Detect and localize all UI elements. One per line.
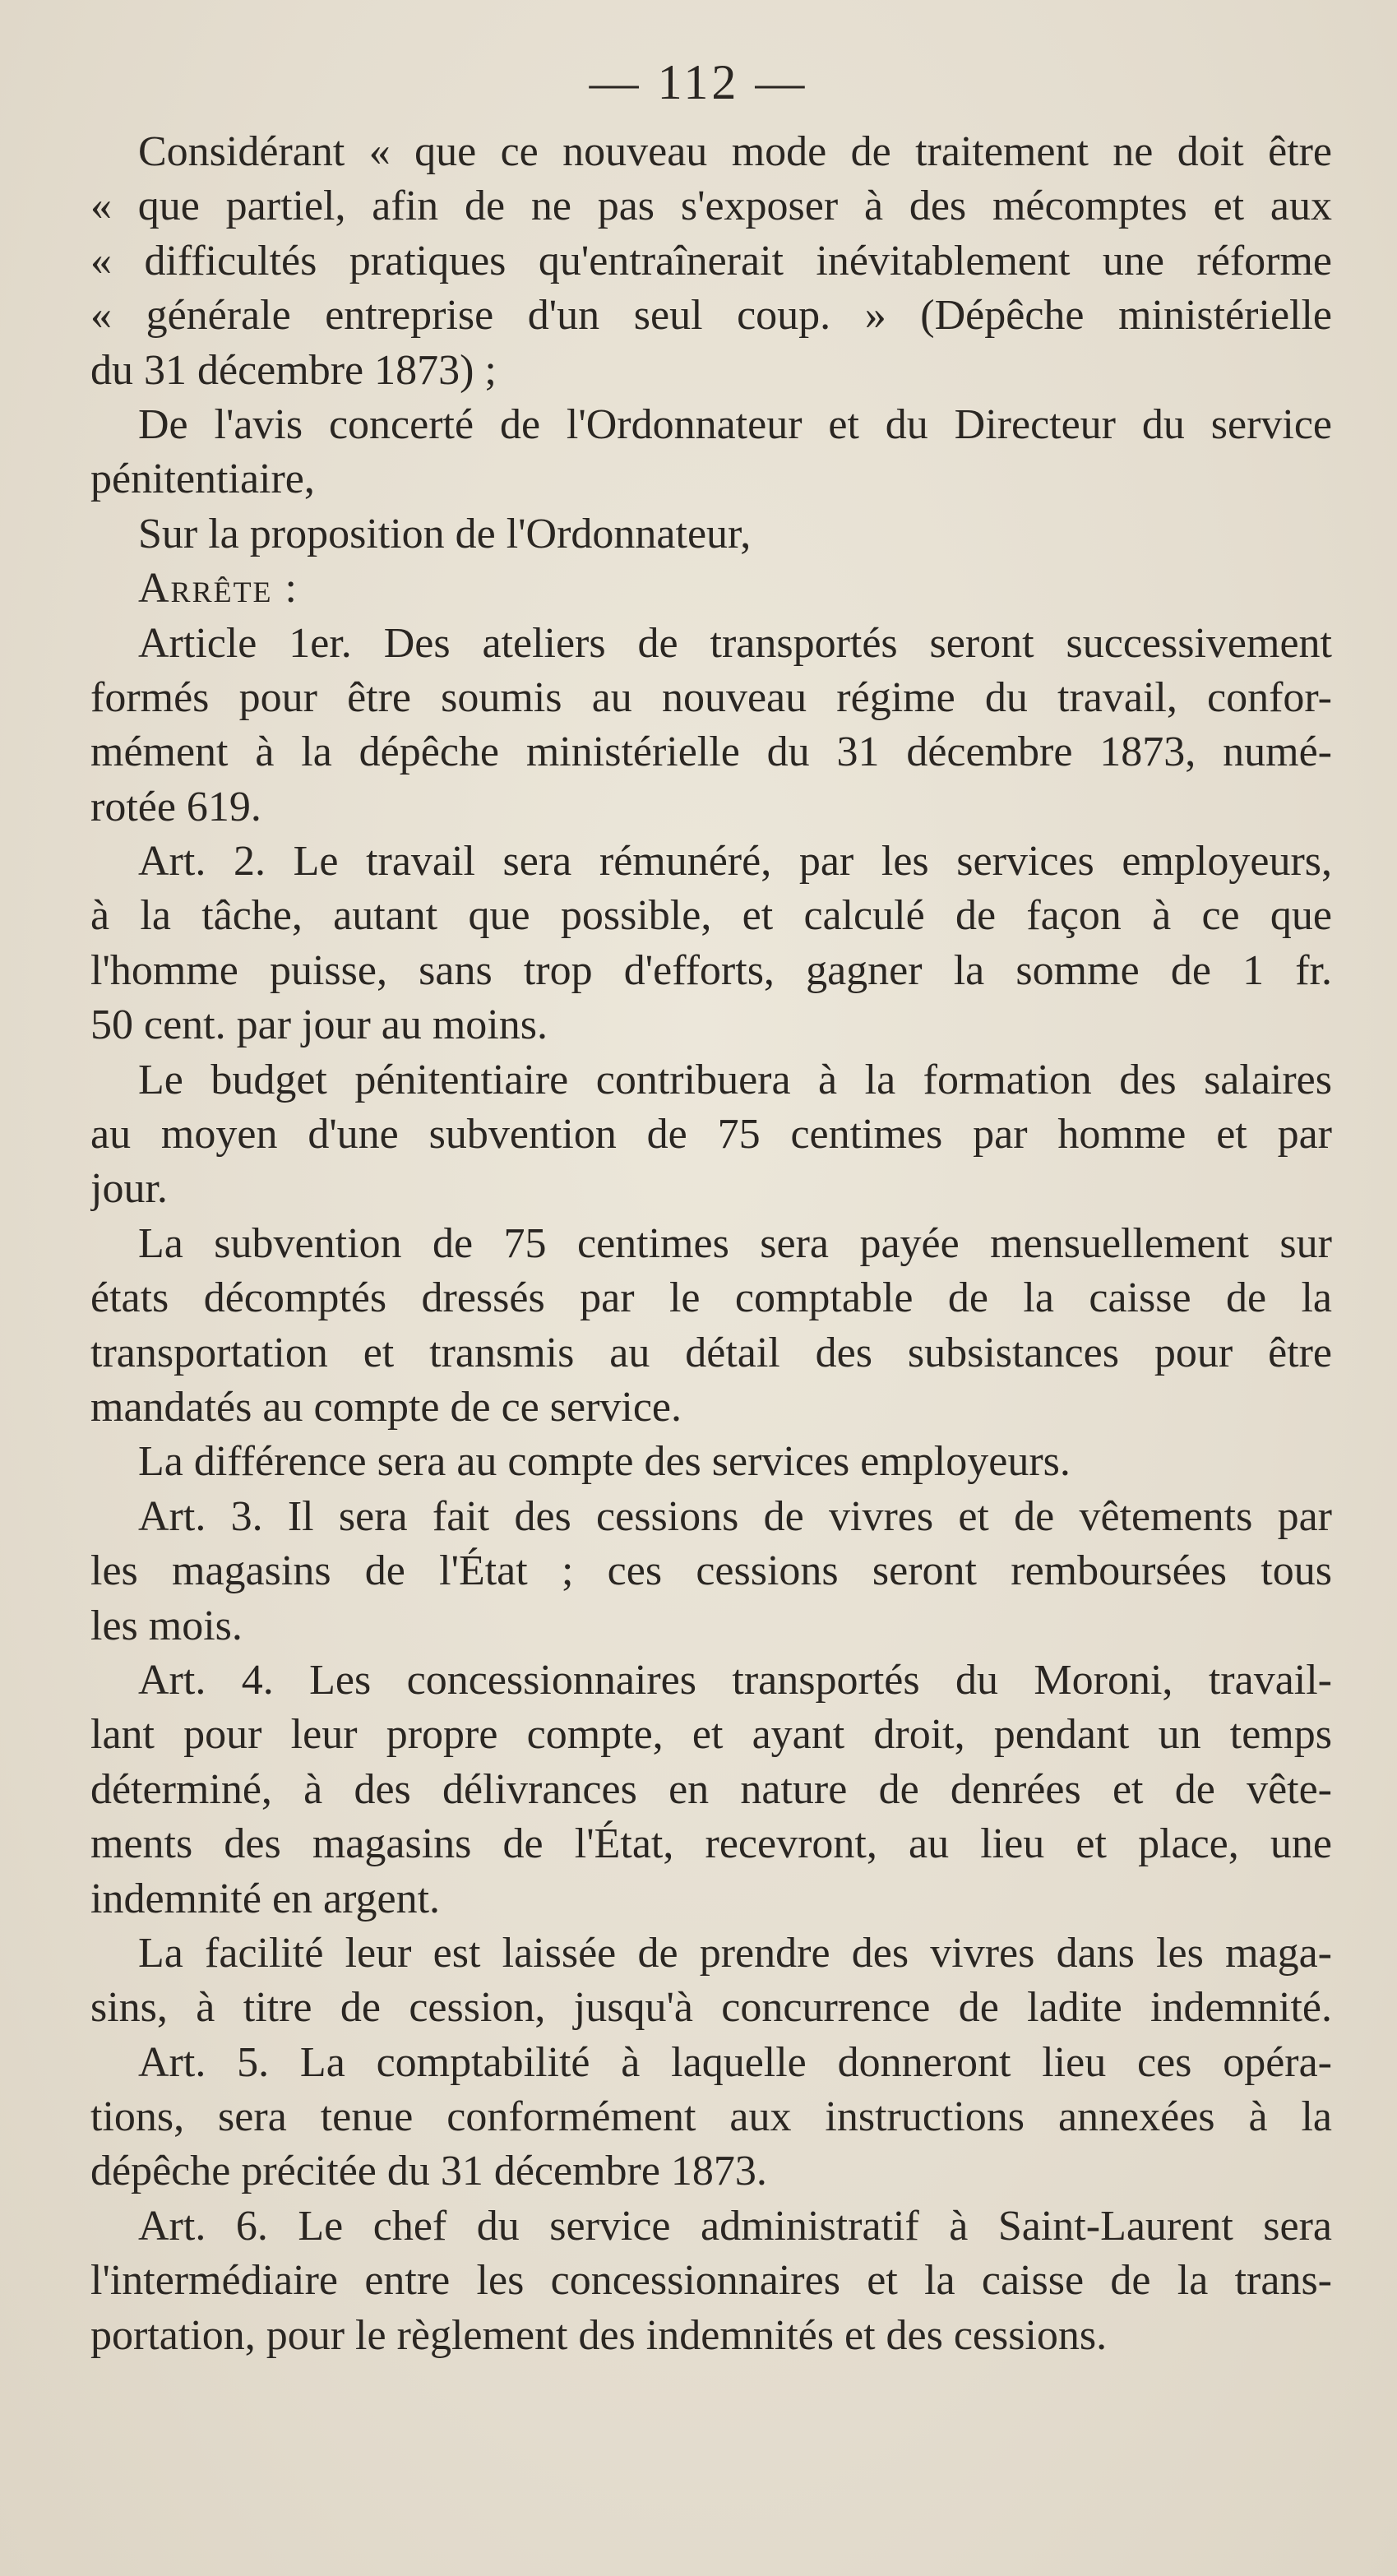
text-line: formés pour être soumis au nouveau régime du travail, confor- [90, 673, 1332, 721]
text-line: mément à la dépêche ministérielle du 31 décembre 1873, numé- [90, 728, 1332, 776]
text-line: Art. 3. Il sera fait des cessions de vivres et de vêtements par [138, 1492, 1332, 1540]
text-line: jour. [90, 1165, 168, 1213]
text-line: lant pour leur propre compte, et ayant droit, pendant un temps [90, 1711, 1332, 1759]
text-line: Considérant « que ce nouveau mode de traitement ne doit être [138, 128, 1332, 175]
text-line: Le budget pénitentiaire contribuera à la formation des salaires [138, 1056, 1332, 1103]
text-line: les mois. [90, 1602, 243, 1649]
text-line: tions, sera tenue conformément aux instructions annexées à la [90, 2093, 1332, 2141]
text-line: Art. 2. Le travail sera rémunéré, par les services employeurs, [138, 838, 1332, 886]
text-line: 50 cent. par jour au moins. [90, 1001, 548, 1049]
text-line: « que partiel, afin de ne pas s'exposer à des mécomptes et aux [90, 183, 1332, 230]
text-line: déterminé, à des délivrances en nature de denrées et de vête- [90, 1765, 1332, 1813]
heading-line: Arrête : [138, 565, 298, 613]
text-line: états décomptés dressés par le comptable de la caisse de la [90, 1274, 1332, 1322]
text-line: Art. 6. Le chef du service administratif à Saint-Laurent sera [138, 2202, 1332, 2250]
text-line: La facilité leur est laissée de prendre des vivres dans les maga- [138, 1929, 1332, 1977]
text-line: l'intermédiaire entre les concessionnaires et la caisse de la trans- [90, 2257, 1332, 2305]
text-line: dépêche précitée du 31 décembre 1873. [90, 2148, 767, 2195]
text-line: Article 1er. Des ateliers de transportés seront successivement [138, 619, 1332, 667]
text-line: Art. 5. La comptabilité à laquelle donneront lieu ces opéra- [138, 2038, 1332, 2086]
text-line: au moyen d'une subvention de 75 centimes par homme et par [90, 1111, 1332, 1159]
text-line: portation, pour le règlement des indemnités et des cessions. [90, 2311, 1108, 2359]
text-line: à la tâche, autant que possible, et calculé de façon à ce que [90, 892, 1332, 940]
text-line: mandatés au compte de ce service. [90, 1383, 682, 1431]
text-line: « générale entreprise d'un seul coup. » (Dépêche ministérielle [90, 292, 1332, 340]
text-line: sins, à titre de cession, jusqu'à concurrence de ladite indemnité. [90, 1984, 1332, 2032]
text-line: La différence sera au compte des services employeurs. [138, 1438, 1071, 1486]
text-line: les magasins de l'État ; ces cessions seront remboursées tous [90, 1547, 1332, 1595]
text-line: Sur la proposition de l'Ordonnateur, [138, 510, 752, 557]
text-line: Art. 4. Les concessionnaires transportés du Moroni, travail- [138, 1656, 1332, 1704]
text-line: l'homme puisse, sans trop d'efforts, gagner la somme de 1 fr. [90, 946, 1332, 994]
body-text [90, 125, 1332, 2363]
page-number: — 112 — [589, 55, 808, 109]
text-line: du 31 décembre 1873) ; [90, 346, 497, 394]
text-line: ments des magasins de l'État, recevront, au lieu et place, une [90, 1820, 1332, 1868]
text-line: transportation et transmis au détail des subsistances pour être [90, 1329, 1332, 1376]
text-line: indemnité en argent. [90, 1875, 441, 1922]
text-line: pénitentiaire, [90, 456, 315, 503]
text-line: rotée 619. [90, 783, 261, 830]
text-line: La subvention de 75 centimes sera payée mensuellement sur [138, 1219, 1332, 1267]
text-line: De l'avis concerté de l'Ordonnateur et du Directeur du service [138, 400, 1332, 448]
text-line: « difficultés pratiques qu'entraînerait inévitablement une réforme [90, 237, 1332, 284]
